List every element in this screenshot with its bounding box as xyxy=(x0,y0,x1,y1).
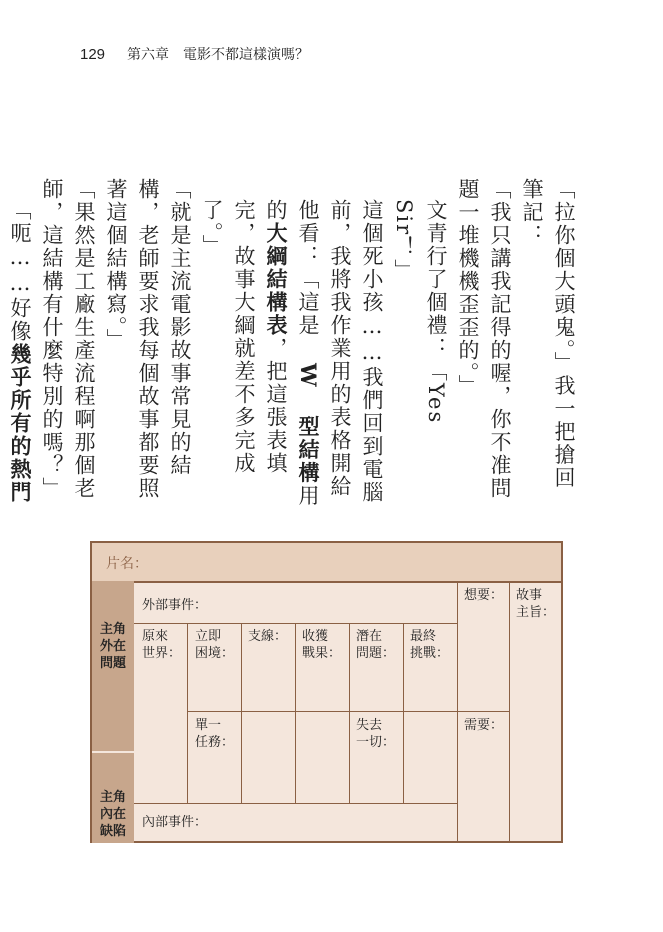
protagonist-internal-flaw-label: 主角 內在 缺陷 xyxy=(99,790,126,839)
internal-events-cell: 內部事件： xyxy=(142,815,208,830)
theme-cell: 故事 主旨： xyxy=(516,588,556,620)
vertical-body-text xyxy=(8,178,580,508)
lose-everything-cell: 失去 一切： xyxy=(356,718,396,750)
paragraph: 「就是主流電影故事常見的結構，老師要求我每個故事都要照著這個結構寫。」 xyxy=(104,178,192,500)
protagonist-external-problem-label: 主角 外在 問題 xyxy=(99,622,126,671)
grid-line xyxy=(134,803,457,804)
emphasis: 幾乎所有的熱門 xyxy=(8,343,33,504)
grid-line xyxy=(509,581,510,843)
grid-line xyxy=(349,623,350,803)
table-side-column xyxy=(92,581,134,843)
running-header xyxy=(80,44,309,64)
emphasis: W 型結構 xyxy=(296,363,321,485)
paragraph: 文青行了個禮：「Yes Sir！」 xyxy=(392,199,448,425)
paragraph: 這個死小孩……我們回到電腦前，我將我作業用的表格開給他看：「這是 W 型結構用的大綱結構表，把這張表填完，故事大綱就差不多完成了。」 xyxy=(200,199,384,508)
subplot-cell: 支線： xyxy=(248,629,288,644)
chapter-title: 第六章 電影不都這樣演嗎？ xyxy=(127,47,310,63)
grid-line xyxy=(187,711,457,712)
immediate-dilemma-cell: 立即 困境： xyxy=(195,629,235,661)
paragraph: 「呃……好像幾乎所有的熱門 xyxy=(0,178,36,508)
paragraph: 「我只講我記得的喔，你不准問題一堆機機歪歪的。」 xyxy=(456,178,512,500)
side-divider xyxy=(92,751,134,753)
paragraph: 「拉你個大頭鬼。」我一把搶回筆記： xyxy=(520,178,576,490)
outline-structure-table xyxy=(90,541,563,843)
emphasis xyxy=(0,291,1,406)
latin-text: Yes Sir xyxy=(392,199,448,425)
emphasis: 大綱結構表 xyxy=(264,222,289,337)
paragraph: 「果然是工廠生產流程啊那個老師，這結構有什麼特別的嗎？」 xyxy=(40,178,96,500)
grid-line xyxy=(457,711,509,712)
table-title-bar xyxy=(92,543,561,583)
latent-problem-cell: 潛在 問題： xyxy=(356,629,396,661)
grid-line xyxy=(241,623,242,803)
final-challenge-cell: 最終 挑戰： xyxy=(410,629,450,661)
film-title-label: 片名： xyxy=(106,556,148,572)
want-cell: 想要： xyxy=(464,588,504,603)
grid-line xyxy=(403,623,404,803)
grid-line xyxy=(457,581,458,843)
need-cell: 需要： xyxy=(464,718,504,733)
single-mission-cell: 單一 任務： xyxy=(195,718,235,750)
original-world-cell: 原來 世界： xyxy=(142,629,182,661)
external-events-cell: 外部事件： xyxy=(142,598,208,613)
grid-line xyxy=(187,623,188,803)
gains-cell: 收獲 戰果： xyxy=(302,629,342,661)
grid-line xyxy=(295,623,296,803)
page-number: 129 xyxy=(80,46,106,63)
